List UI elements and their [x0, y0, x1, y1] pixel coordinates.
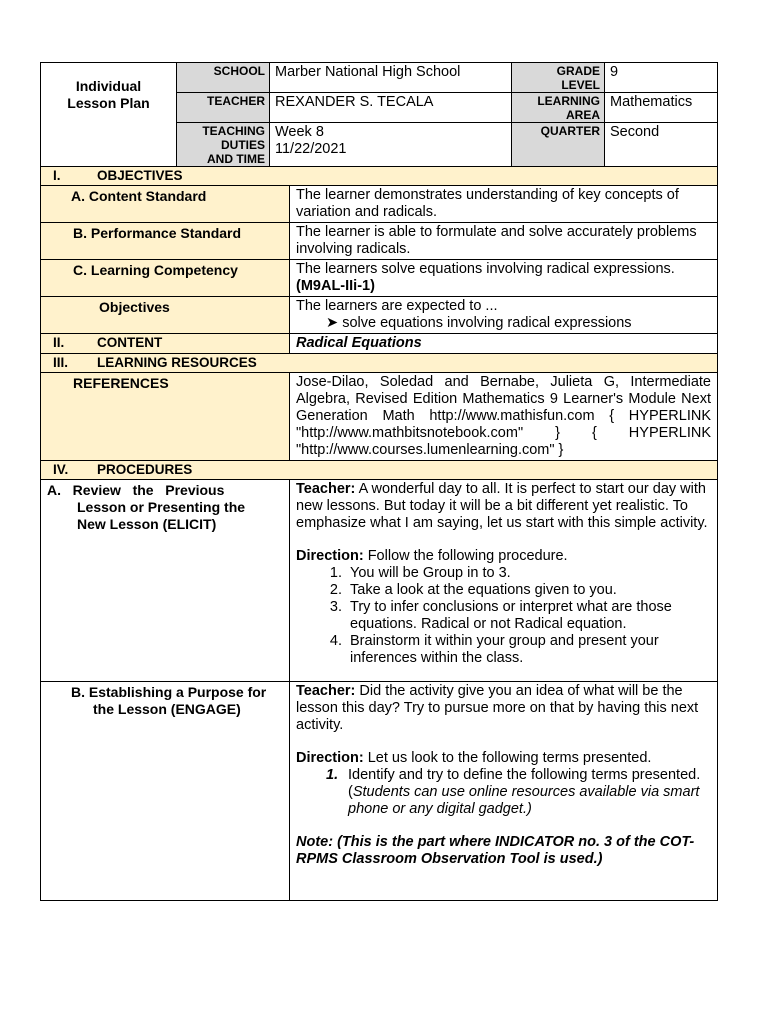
- resources-heading-text: LEARNING RESOURCES: [97, 355, 257, 370]
- area-label-line2: AREA: [565, 108, 600, 122]
- engage-direction-label: Direction:: [296, 750, 364, 766]
- engage-step-text: Identify and try to define the following terms presented. (: [348, 767, 701, 800]
- list-item: 1. You will be Group in to 3.: [346, 565, 711, 582]
- engage-direction: [296, 750, 711, 767]
- elicit-direction-text: Follow the following procedure.: [367, 548, 568, 564]
- references-label: REFERENCES: [41, 373, 290, 461]
- teacher-value: REXANDER S. TECALA: [270, 93, 512, 123]
- content-heading: [41, 334, 290, 354]
- school-value: Marber National High School: [270, 63, 512, 93]
- teaching-duties-label: [177, 123, 270, 167]
- engage-step-italic: Students can use online resources available via smart phone or any digital gadget.): [348, 784, 700, 817]
- references-text: Jose-Dilao, Soledad and Bernabe, Julieta G, Intermediate Algebra, Revised Edition Mathematics 9 Learner's Module Next Generation Math http://www.mathisfun.com { HYPERLINK "http://www.mathbitsnotebook.com" } { HYPERLINK "http://www.courses.lumenlearning.com" }: [290, 373, 718, 461]
- elicit-label-line2: Lesson or Presenting the: [77, 499, 246, 515]
- title-line-2: Lesson Plan: [67, 95, 150, 111]
- grade-label: [512, 63, 605, 93]
- quarter-value: Second: [605, 123, 718, 167]
- elicit-teacher-label: Teacher:: [296, 481, 356, 497]
- objectives-cell: [290, 297, 718, 334]
- learning-area-label: [512, 93, 605, 123]
- objectives-item: [296, 315, 711, 332]
- content-standard-label: A. Content Standard: [41, 186, 290, 223]
- engage-content: [290, 682, 718, 901]
- elicit-label-line3: New Lesson (ELICIT): [77, 516, 217, 532]
- lesson-plan-table: [40, 62, 718, 901]
- procedures-num: IV.: [53, 462, 69, 477]
- engage-step-num: 1.: [326, 767, 339, 783]
- title-line-1: Individual: [75, 78, 142, 94]
- competency-code: (M9AL-IIi-1): [296, 278, 375, 294]
- duties-label-line1: TEACHING: [202, 124, 265, 138]
- learning-area-value: Mathematics: [605, 93, 718, 123]
- content-num: II.: [53, 335, 65, 350]
- teacher-label: TEACHER: [177, 93, 270, 123]
- arrow-bullet-icon: ➤: [326, 315, 343, 331]
- teaching-duties-value: [270, 123, 512, 167]
- objectives-heading-text: OBJECTIVES: [97, 168, 183, 183]
- duties-week: Week 8: [275, 124, 324, 140]
- engage-teacher-paragraph: [296, 683, 711, 734]
- title-cell: [41, 63, 177, 167]
- elicit-direction: [296, 548, 711, 565]
- performance-standard-text: The learner is able to formulate and solve accurately problems involving radicals.: [290, 223, 718, 260]
- learning-competency-cell: [290, 260, 718, 297]
- elicit-teacher-text: A wonderful day to all. It is perfect to start our day with new lessons. But today it will be a bit different yet realistic. To emphasize what I am saying, let us start with this simple activity.: [296, 481, 708, 531]
- grade-label-line1: GRADE: [556, 64, 600, 78]
- engage-direction-text: Let us look to the following terms presented.: [367, 750, 652, 766]
- objectives-label: Objectives: [41, 297, 290, 334]
- engage-teacher-label: Teacher:: [296, 683, 356, 699]
- duties-label-line2: DUTIES: [220, 138, 265, 152]
- content-value: Radical Equations: [290, 334, 718, 354]
- duties-label-line3: AND TIME: [207, 152, 265, 166]
- procedures-heading-text: PROCEDURES: [97, 462, 193, 477]
- content-standard-text: The learner demonstrates understanding of key concepts of variation and radicals.: [290, 186, 718, 223]
- objectives-heading: [41, 167, 718, 186]
- procedures-heading: [41, 461, 718, 480]
- performance-standard-label: B. Performance Standard: [41, 223, 290, 260]
- list-item: 4. Brainstorm it within your group and present your inferences within the class.: [346, 633, 711, 667]
- list-item: 3. Try to infer conclusions or interpret what are those equations. Radical or not Radical equation.: [346, 599, 711, 633]
- lesson-plan-document: [40, 62, 717, 901]
- duties-date: 11/22/2021: [275, 141, 347, 157]
- objectives-num: I.: [53, 168, 61, 183]
- elicit-label-line1: A. Review the Previous: [47, 482, 225, 498]
- engage-label: [41, 682, 290, 901]
- learning-resources-heading: [41, 354, 718, 373]
- resources-num: III.: [53, 355, 69, 370]
- engage-label-line2: the Lesson (ENGAGE): [93, 701, 241, 717]
- elicit-steps-list: [296, 565, 711, 667]
- engage-teacher-text: Did the activity give you an idea of what will be the lesson this day? Try to pursue more on that by having this next activity.: [296, 683, 699, 733]
- list-item: 2. Take a look at the equations given to you.: [346, 582, 711, 599]
- content-heading-text: CONTENT: [97, 335, 163, 350]
- grade-value: 9: [605, 63, 718, 93]
- learning-competency-label: C. Learning Competency: [41, 260, 290, 297]
- learning-competency-text: The learners solve equations involving radical expressions.: [296, 261, 675, 277]
- elicit-teacher-paragraph: [296, 481, 711, 532]
- engage-step: [296, 767, 711, 818]
- elicit-direction-label: Direction:: [296, 548, 364, 564]
- engage-label-line1: B. Establishing a Purpose for: [71, 684, 267, 700]
- elicit-content: [290, 480, 718, 682]
- area-label-line1: LEARNING: [537, 94, 600, 108]
- objectives-item-text: solve equations involving radical expressions: [342, 315, 632, 331]
- grade-label-line2: LEVEL: [561, 78, 600, 92]
- quarter-label: QUARTER: [512, 123, 605, 167]
- engage-note: Note: (This is the part where INDICATOR no. 3 of the COT-RPMS Classroom Observation Tool is used.): [296, 834, 695, 867]
- school-label: SCHOOL: [177, 63, 270, 93]
- objectives-intro: The learners are expected to ...: [296, 298, 498, 314]
- elicit-label: [41, 480, 290, 682]
